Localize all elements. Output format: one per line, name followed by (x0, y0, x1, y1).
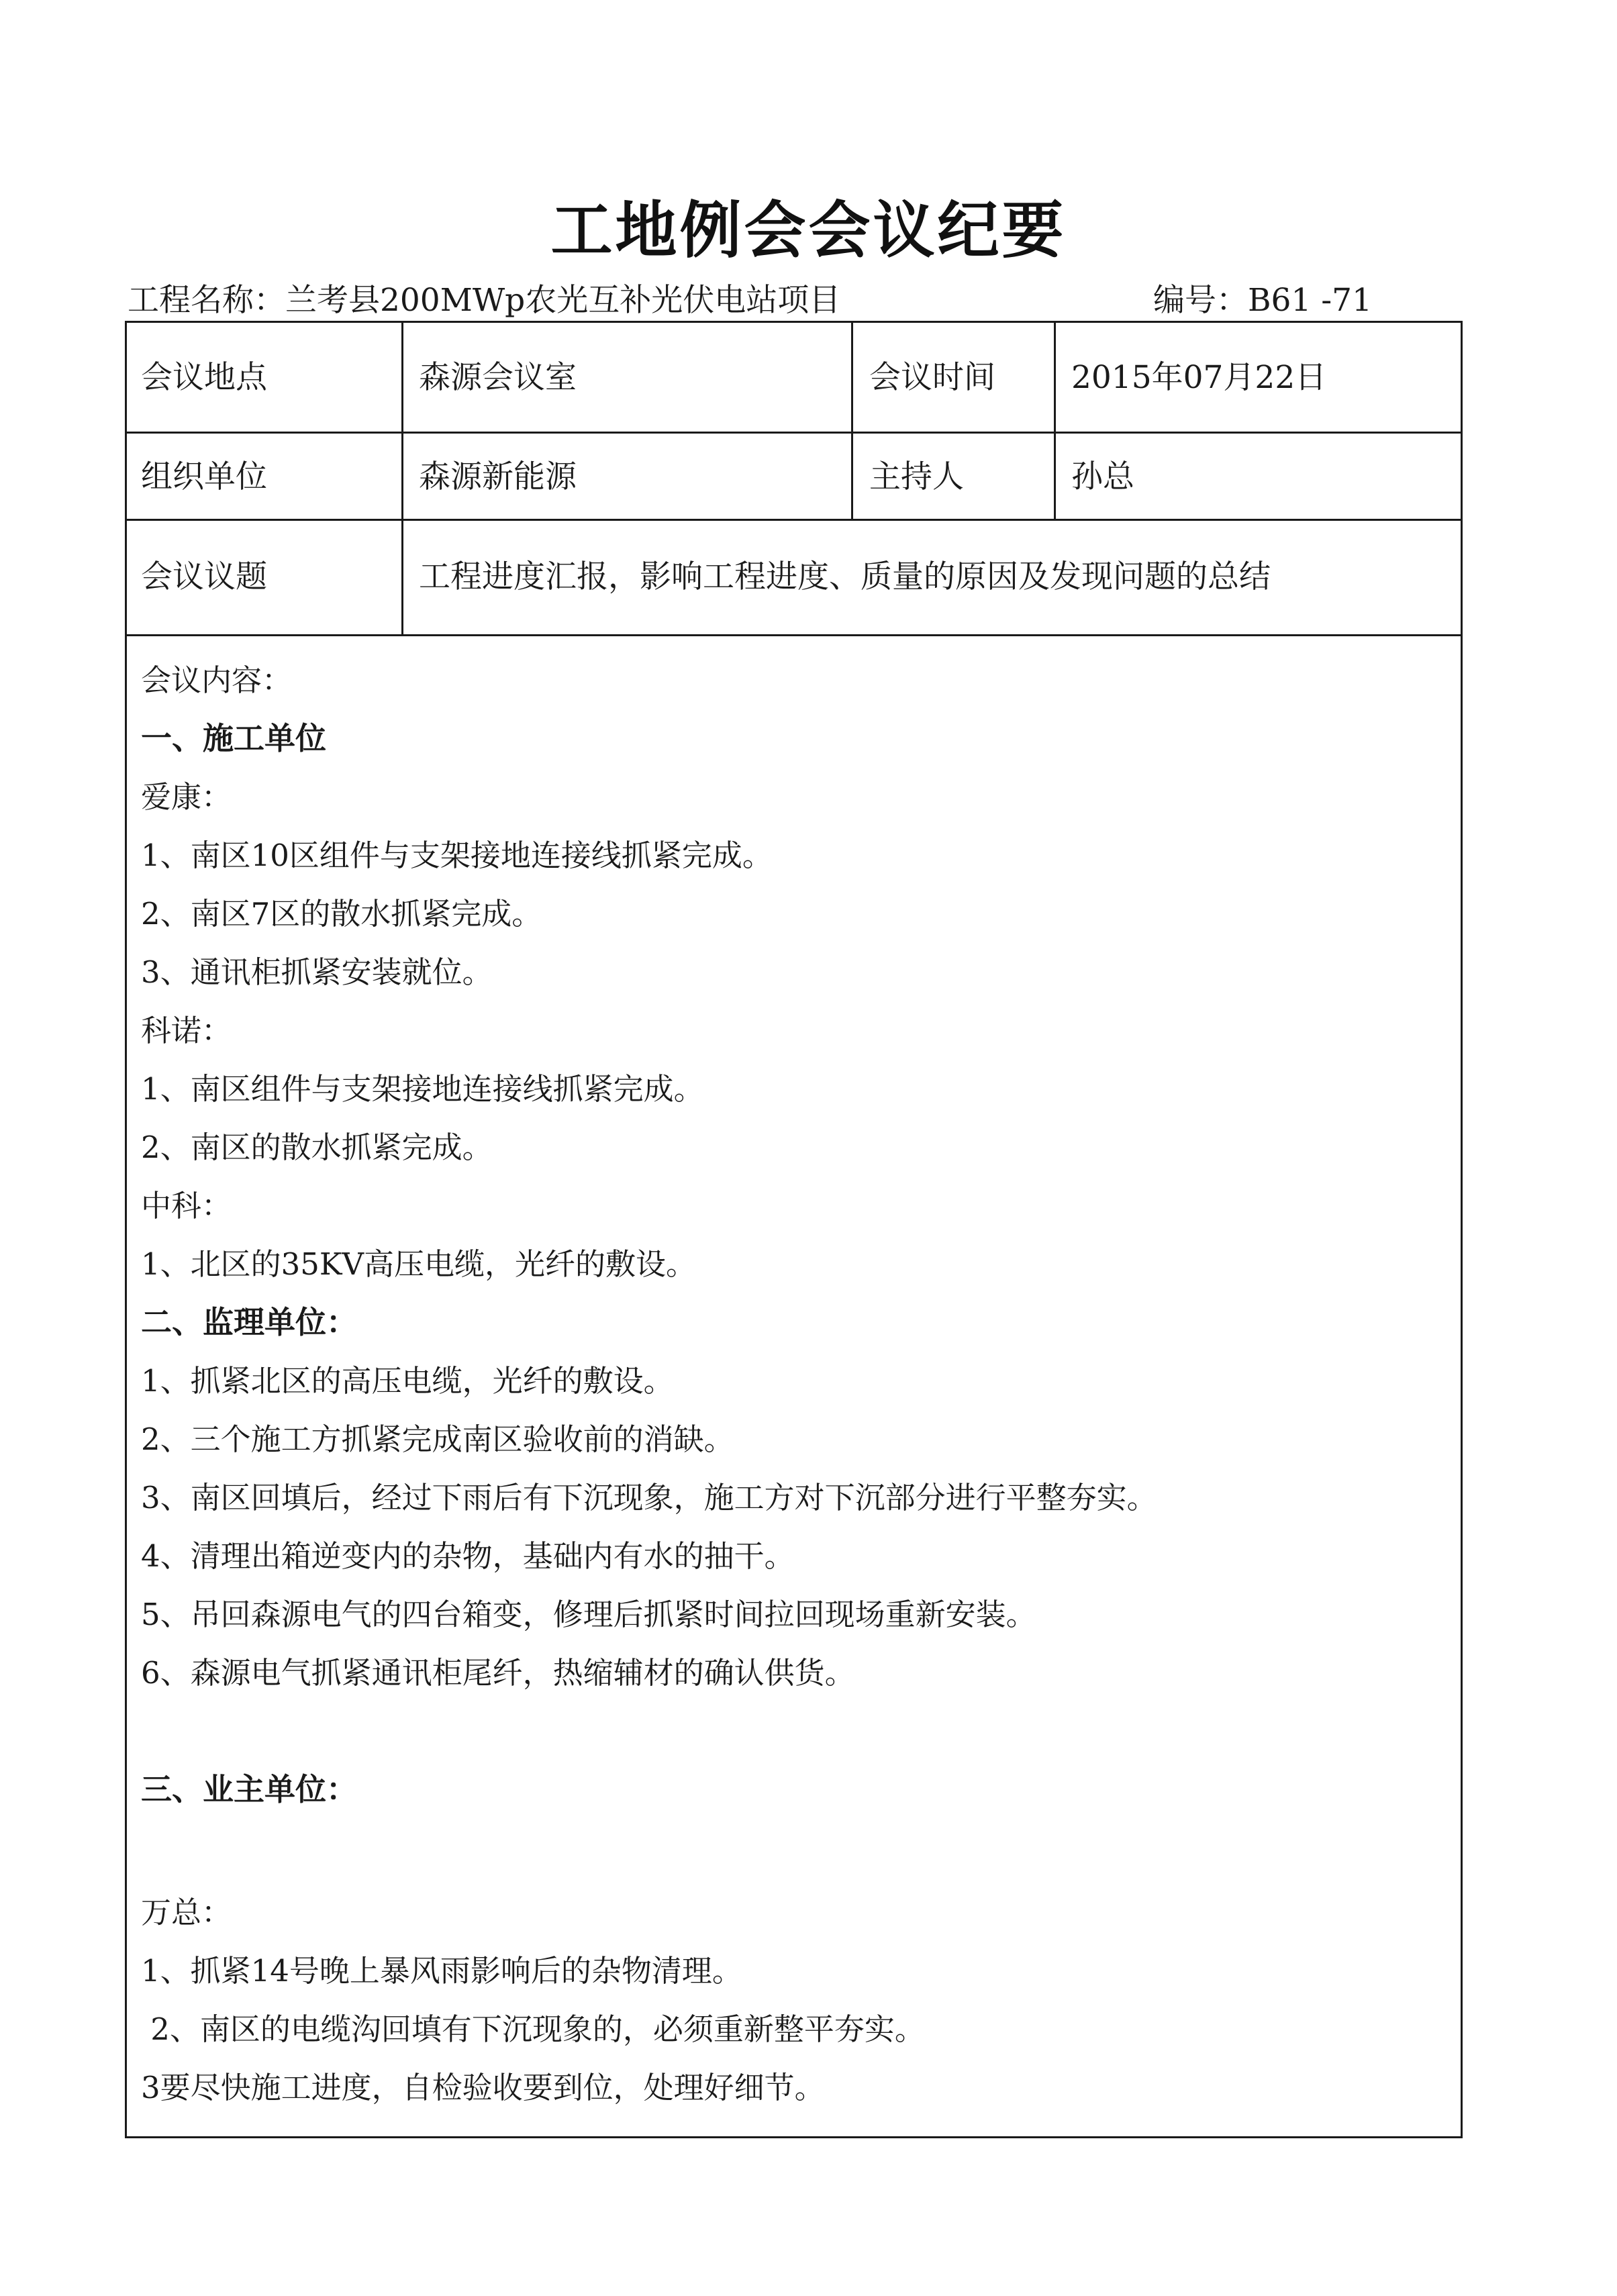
list-item: 5、吊回森源电气的四台箱变，修理后抓紧时间拉回现场重新安装。 (141, 1597, 1036, 1632)
document-number (1153, 275, 1372, 320)
list-item: 1、抓紧14号晚上暴风雨影响后的杂物清理。 (141, 1953, 742, 1989)
time-value: 2015年07月22日 (1071, 359, 1327, 396)
meeting-content (141, 651, 1443, 2117)
list-item: 1、南区组件与支架接地连接线抓紧完成。 (141, 1071, 704, 1107)
list-item: 1、南区10区组件与支架接地连接线抓紧完成。 (141, 838, 773, 873)
owner-label-wan: 万总： (141, 1895, 232, 1930)
column-divider (401, 321, 403, 636)
topic-label: 会议议题 (141, 558, 267, 595)
location-value: 森源会议室 (419, 359, 577, 396)
row-divider (125, 519, 1463, 521)
list-item: 1、北区的35KV高压电缆，光纤的敷设。 (141, 1246, 697, 1282)
column-divider (1054, 321, 1056, 521)
number-value: B61 -71 (1248, 282, 1372, 319)
number-label: 编号： (1153, 282, 1248, 319)
list-item: 3、通讯柜抓紧安装就位。 (141, 954, 493, 990)
column-divider (851, 321, 853, 521)
contractor-label-zhongke: 中科： (141, 1188, 232, 1224)
row-divider (125, 432, 1463, 434)
list-item: 1、抓紧北区的高压电缆，光纤的敷设。 (141, 1363, 674, 1399)
organizer-label: 组织单位 (141, 458, 267, 495)
row-divider (125, 634, 1463, 636)
list-item: 2、南区的电缆沟回填有下沉现象的，必须重新整平夯实。 (141, 2011, 925, 2047)
project-line (128, 275, 840, 320)
list-item: 2、南区7区的散水抓紧完成。 (141, 896, 542, 932)
host-value: 孙总 (1071, 458, 1134, 495)
project-name: 兰考县200MWp农光互补光伏电站项目 (285, 282, 841, 319)
section-heading-supervision: 二、监理单位： (141, 1304, 357, 1340)
host-label: 主持人 (869, 458, 964, 495)
location-label: 会议地点 (141, 359, 267, 396)
list-item: 3、南区回填后，经过下雨后有下沉现象，施工方对下沉部分进行平整夯实。 (141, 1480, 1157, 1515)
project-label: 工程名称： (128, 282, 285, 319)
topic-value: 工程进度汇报，影响工程进度、质量的原因及发现问题的总结 (419, 558, 1271, 595)
section-heading-owner: 三、业主单位： (141, 1771, 357, 1807)
list-item: 4、清理出箱逆变内的杂物，基础内有水的抽干。 (141, 1538, 795, 1574)
contractor-label-kenuo: 科诺： (141, 1013, 232, 1048)
list-item: 2、南区的散水抓紧完成。 (141, 1130, 493, 1165)
organizer-value: 森源新能源 (419, 458, 577, 495)
contractor-label-aikang: 爱康： (141, 779, 232, 815)
time-label: 会议时间 (869, 359, 995, 396)
content-intro: 会议内容： (141, 662, 293, 698)
list-item: 2、三个施工方抓紧完成南区验收前的消缺。 (141, 1421, 734, 1457)
list-item: 6、森源电气抓紧通讯柜尾纤，热缩辅材的确认供货。 (141, 1655, 855, 1691)
page-title: 工地例会会议纪要 (550, 195, 1067, 266)
list-item: 3要尽快施工进度，自检验收要到位，处理好细节。 (141, 2070, 825, 2105)
section-heading-construction: 一、施工单位 (141, 720, 326, 756)
